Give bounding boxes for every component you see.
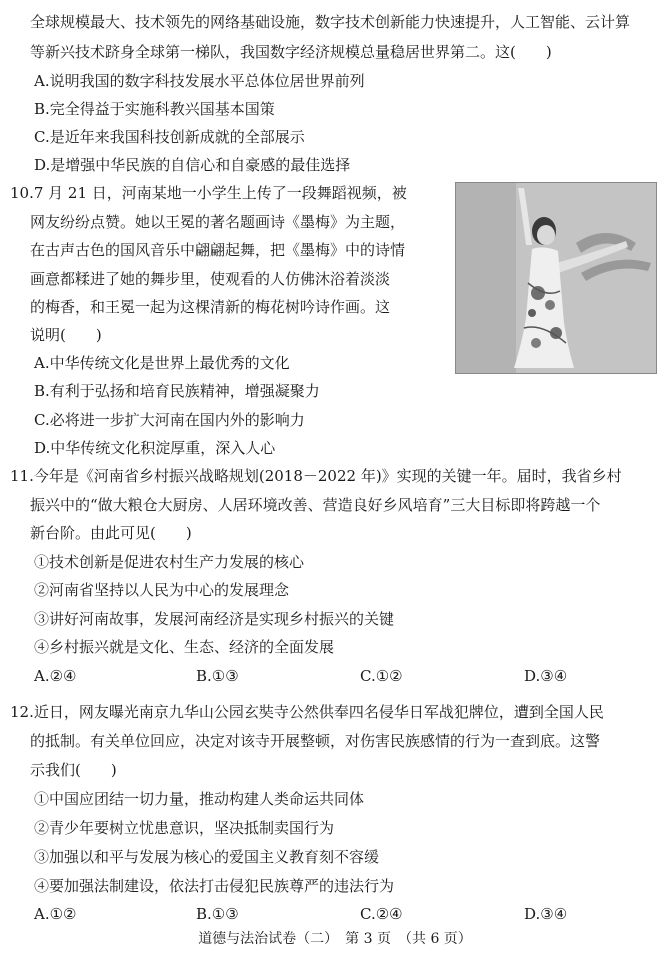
q10-stem-line-4: 画意都糅进了她的舞步里，使观看的人仿佛沐浴着淡淡 bbox=[30, 270, 391, 288]
page-footer: 道德与法治试卷（二） 第 3 页 （共 6 页） bbox=[198, 931, 472, 947]
dancer-photo bbox=[455, 182, 657, 374]
q11-item-3: ③讲好河南故事，发展河南经济是实现乡村振兴的关键 bbox=[34, 610, 395, 628]
q11-choice-c: C.①② bbox=[360, 667, 403, 685]
q11-item-2: ②河南省坚持以人民为中心的发展理念 bbox=[34, 581, 290, 599]
q10-option-a: A.中华传统文化是世界上最优秀的文化 bbox=[34, 354, 290, 372]
q9-option-a: A.说明我国的数字科技发展水平总体位居世界前列 bbox=[34, 72, 365, 90]
q11-stem-line-1: 11.今年是《河南省乡村振兴战略规划(2018－2022 年)》实现的关键一年。届时，我省乡村 bbox=[10, 467, 622, 485]
q12-stem-line-2: 的抵制。有关单位回应，决定对该寺开展整顿，对伤害民族感情的行为一查到底。这警 bbox=[30, 732, 601, 750]
q10-stem-line-1: 10.7 月 21 日，河南某地一小学生上传了一段舞蹈视频，被 bbox=[10, 184, 407, 202]
q12-choice-c: C.②④ bbox=[360, 905, 403, 923]
q11-choice-d: D.③④ bbox=[524, 667, 568, 685]
q10-stem-line-3: 在古声古色的国风音乐中翩翩起舞，把《墨梅》中的诗情 bbox=[30, 241, 406, 259]
q10-option-c: C.必将进一步扩大河南在国内外的影响力 bbox=[34, 411, 305, 429]
q10-stem-line-5: 的梅香，和王冕一起为这棵清新的梅花树吟诗作画。这 bbox=[30, 298, 391, 316]
q12-choice-a: A.①② bbox=[34, 905, 77, 923]
q12-stem-line-3: 示我们( ) bbox=[30, 761, 117, 779]
q10-option-b: B.有利于弘扬和培育民族精神，增强凝聚力 bbox=[34, 382, 320, 400]
q12-choice-d: D.③④ bbox=[524, 905, 568, 923]
q11-stem-line-2: 振兴中的“做大粮仓大厨房、人居环境改善、营造良好乡风培育”三大目标即将跨越一个 bbox=[30, 496, 601, 514]
q11-choice-a: A.②④ bbox=[34, 667, 77, 685]
q10-stem-line-6: 说明( ) bbox=[30, 326, 102, 344]
q12-choice-b: B.①③ bbox=[196, 905, 239, 923]
q9-stem-line-2: 等新兴技术跻身全球第一梯队，我国数字经济规模总量稳居世界第二。这( ) bbox=[30, 43, 552, 61]
q12-item-3: ③加强以和平与发展为核心的爱国主义教育刻不容缓 bbox=[34, 848, 380, 866]
q12-stem-line-1: 12.近日，网友曝光南京九华山公园玄奘寺公然供奉四名侵华日军战犯牌位，遭到全国人民 bbox=[10, 703, 604, 721]
q9-option-c: C.是近年来我国科技创新成就的全部展示 bbox=[34, 128, 305, 146]
q9-stem-line-1: 全球规模最大、技术领先的网络基础设施，数字技术创新能力快速提升，人工智能、云计算 bbox=[30, 13, 631, 31]
q9-option-b: B.完全得益于实施科教兴国基本国策 bbox=[34, 100, 275, 118]
q11-stem-line-3: 新台阶。由此可见( ) bbox=[30, 524, 192, 542]
q11-item-1: ①技术创新是促进农村生产力发展的核心 bbox=[34, 553, 305, 571]
q11-choice-b: B.①③ bbox=[196, 667, 239, 685]
q9-option-d: D.是增强中华民族的自信心和自豪感的最佳选择 bbox=[34, 156, 351, 174]
q10-option-d: D.中华传统文化积淀厚重，深入人心 bbox=[34, 439, 276, 457]
q10-stem-line-2: 网友纷纷点赞。她以王冕的著名题画诗《墨梅》为主题， bbox=[30, 213, 406, 231]
q12-item-4: ④要加强法制建设，依法打击侵犯民族尊严的违法行为 bbox=[34, 877, 395, 895]
q12-item-2: ②青少年要树立忧患意识，坚决抵制卖国行为 bbox=[34, 819, 335, 837]
q11-item-4: ④乡村振兴就是文化、生态、经济的全面发展 bbox=[34, 638, 335, 656]
q12-item-1: ①中国应团结一切力量，推动构建人类命运共同体 bbox=[34, 790, 365, 808]
